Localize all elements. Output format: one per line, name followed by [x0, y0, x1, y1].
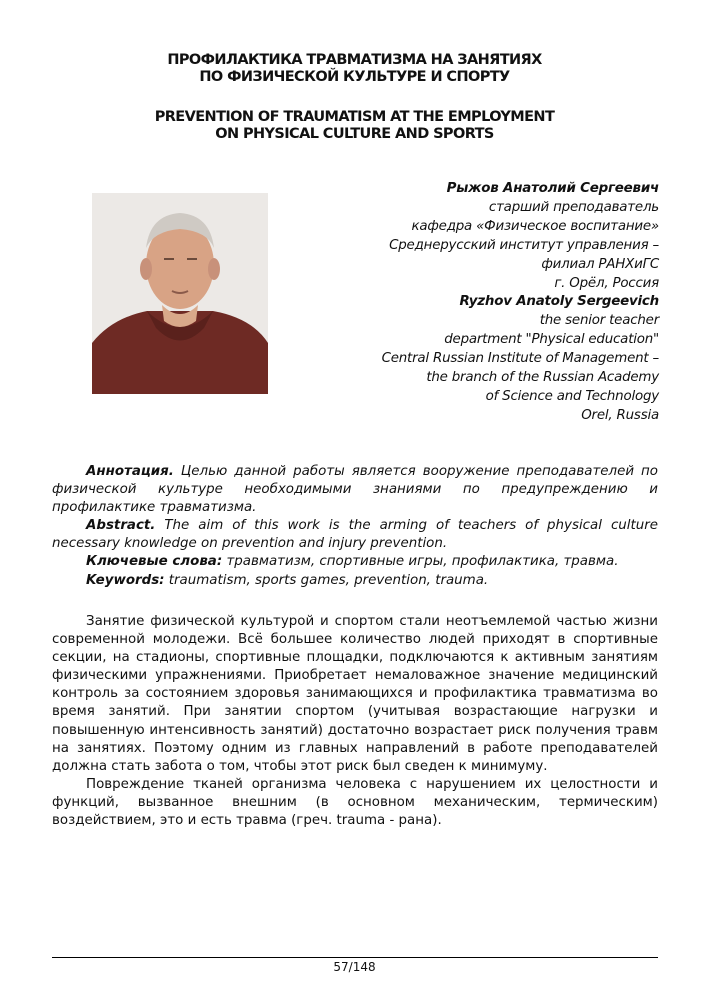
title-russian: [0, 52, 709, 86]
author-department-en: department "Physical education": [444, 332, 659, 348]
author-position-en: the senior teacher: [539, 313, 659, 329]
annotation-en-label: Abstract.: [86, 518, 156, 534]
author-branch-ru: филиал РАНХиГС: [541, 256, 659, 272]
keywords-ru-text: травматизм, спортивные игры, профилактика, травма.: [222, 554, 619, 570]
author-portrait-image: [92, 193, 268, 394]
page-number: 57/148: [333, 960, 376, 974]
footer-divider: [52, 957, 658, 958]
author-name-en: Ryzhov Anatoly Sergeevich: [459, 294, 659, 310]
author-city-en: Orel, Russia: [581, 407, 659, 423]
author-department-ru: кафедра «Физическое воспитание»: [411, 218, 659, 234]
annotation-block: [52, 463, 658, 590]
author-name-ru: Рыжов Анатолий Сергеевич: [446, 181, 659, 196]
author-position-ru: старший преподаватель: [488, 199, 659, 215]
paragraph-2: Повреждение тканей организма человека с нарушением их целостности и функций, вызванное внешним (в основном механическим, термическим) воздействием, это и есть травма (греч. trauma - рана).: [52, 776, 658, 829]
title-ru-line-1: ПРОФИЛАКТИКА ТРАВМАТИЗМА НА ЗАНЯТИЯХ: [167, 52, 542, 68]
keywords-en-text: traumatism, sports games, prevention, trauma.: [164, 572, 489, 588]
author-institute-ru: Среднерусский институт управления –: [389, 237, 659, 253]
main-text: [52, 613, 658, 830]
author-institute-en: Central Russian Institute of Management –: [381, 351, 659, 367]
keywords-en-label: Keywords:: [86, 572, 165, 588]
annotation-en-text: The aim of this work is the arming of teachers of physical culture necessary knowledge on prevention and injury prevention.: [52, 518, 658, 552]
author-branch-en-2: of Science and Technology: [485, 388, 659, 404]
title-en-line-2: ON PHYSICAL CULTURE AND SPORTS: [215, 126, 494, 142]
keywords-ru-label: Ключевые слова:: [86, 554, 223, 570]
keywords-en: [52, 572, 658, 590]
title-ru-line-2: ПО ФИЗИЧЕСКОЙ КУЛЬТУРЕ И СПОРТУ: [199, 69, 510, 85]
annotation-en: [52, 517, 658, 553]
title-en-line-1: PREVENTION OF TRAUMATISM AT THE EMPLOYMENT: [154, 109, 555, 125]
annotation-ru-label: Аннотация.: [86, 464, 174, 479]
paragraph-1: Занятие физической культурой и спортом стали неотъемлемой частью жизни современной молодежи. Всё большее количество людей приходят в спортивные секции, на стадионы, спортивные площадки, подключаются к активным занятиям физическими упражнениями. Приобретает немаловажное значение медицинский контроль за состоянием здоровья занимающихся и профилактика травматизма во время занятий. При занятии спортом (учитывая возрастающие нагрузки и повышенную интенсивность занятий) достаточно возрастает риск получения травм на занятиях. Поэтому одним из главных направлений в работе преподавателей должна стать забота о том, чтобы этот риск был сведен к минимуму.: [52, 614, 658, 774]
author-city-ru: г. Орёл, Россия: [554, 275, 659, 291]
author-branch-en: the branch of the Russian Academy: [426, 370, 659, 386]
annotation-ru-text: Целью данной работы является вооружение преподавателей по физической культуре необходимыми знаниями по предупреждению и профилактике травматизма.: [52, 464, 658, 516]
title-english: [0, 109, 709, 143]
annotation-ru: [52, 463, 658, 517]
keywords-ru: [52, 553, 658, 571]
author-photo: [92, 193, 268, 394]
author-block: [319, 180, 659, 426]
